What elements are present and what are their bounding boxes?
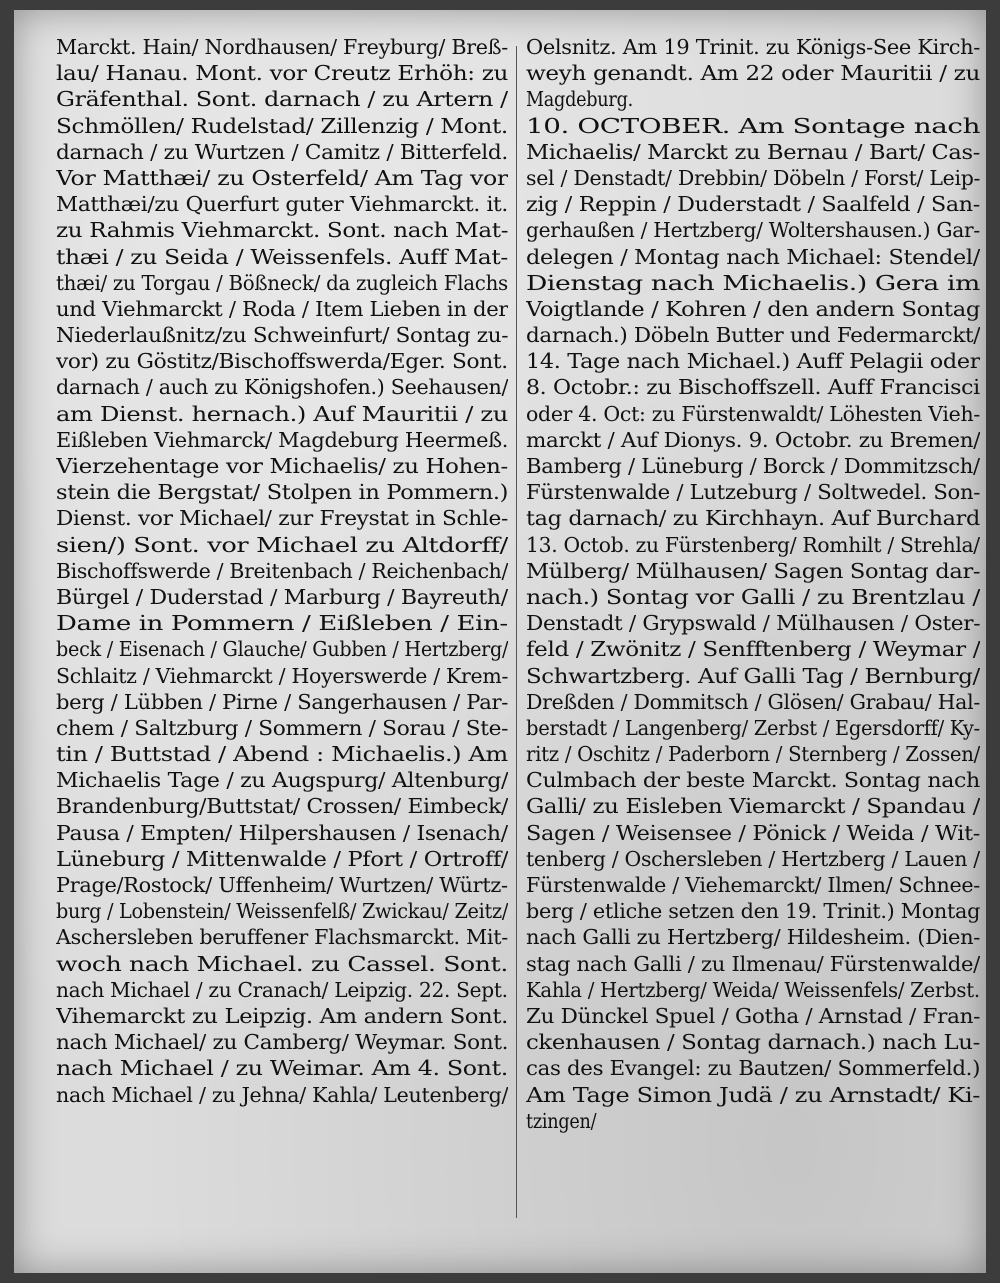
text-line: tzingen/ (526, 1108, 597, 1133)
text-line: Bischoffswerde / Breitenbach / Reichenbach/ (56, 558, 508, 583)
text-line: thæi / zu Seida / Weissenfels. Auff Mat- (56, 244, 508, 269)
text-line: Dienst. vor Michael/ zur Freystat in Schle- (56, 506, 508, 531)
text-line: Dreßden / Dommitsch / Glösen/ Grabau/ Hal- (526, 689, 980, 714)
text-line: 13. Octob. zu Fürstenberg/ Romhilt / Strehla/ (526, 532, 980, 557)
text-line: nach Michael / zu Jehna/ Kahla/ Leutenberg/ (56, 1082, 508, 1107)
text-line: Dame in Pommern / Eißleben / Ein- (56, 611, 508, 636)
text-line: Zu Dünckel Spuel / Gotha / Arnstad / Fran- (526, 1003, 980, 1028)
text-line: nach.) Sontag vor Galli / zu Brentzlau / (526, 584, 980, 609)
text-line: nach Michael / zu Weimar. Am 4. Sont. (56, 1056, 508, 1081)
text-line: Michaelis Tage / zu Augspurg/ Altenburg/ (56, 768, 508, 793)
text-line: Marckt. Hain/ Nordhausen/ Freyburg/ Breß- (56, 35, 508, 59)
text-line: feld / Zwönitz / Senfftenberg / Weymar / (526, 637, 980, 662)
text-line: Vihemarckt zu Leipzig. Am andern Sont. (56, 1003, 508, 1028)
text-line: berg / Lübben / Pirne / Sangerhausen / Par- (56, 689, 508, 714)
text-line: Schwartzberg. Auf Galli Tag / Bernburg/ (526, 663, 980, 688)
text-line: sien/) Sont. vor Michael zu Altdorff/ (56, 532, 508, 557)
text-line: Schmöllen/ Rudelstad/ Zillenzig / Mont. (56, 113, 508, 138)
text-line: Magdeburg. (526, 87, 633, 112)
text-line: 8. Octobr.: zu Bischoffszell. Auff Francisci (526, 375, 980, 400)
left-column (56, 34, 508, 1108)
text-line: Lüneburg / Mittenwalde / Pfort / Ortroff/ (56, 846, 508, 871)
text-line: Michaelis/ Marckt zu Bernau / Bart/ Cas- (526, 139, 980, 164)
text-line: berg / etliche setzen den 19. Trinit.) Montag (526, 899, 980, 924)
text-line: darnach / auch zu Königshofen.) Seehausen/ (56, 375, 508, 400)
text-line: woch nach Michael. zu Cassel. Sont. (56, 951, 508, 976)
text-line: weyh genandt. Am 22 oder Mauritii / zu (526, 61, 980, 86)
text-line: Matthæi/zu Querfurt guter Viehmarckt. it. (56, 192, 508, 217)
text-line: nach Michael/ zu Camberg/ Weymar. Sont. (56, 1030, 508, 1055)
text-line: gerhaußen / Hertzberg/ Woltershausen.) Gar- (526, 218, 980, 243)
text-line: burg / Lobenstein/ Weissenfelß/ Zwickau/ Zeitz/ (56, 899, 508, 924)
text-line: 10. OCTOBER. Am Sontage nach (526, 113, 980, 138)
text-line: berstadt / Langenberg/ Zerbst / Egersdorff/ Ky- (526, 715, 980, 740)
text-line: tag darnach/ zu Kirchhayn. Auf Burchard (526, 506, 980, 531)
text-line: Prage/Rostock/ Uffenheim/ Wurtzen/ Würtz- (56, 873, 508, 897)
text-line: Pausa / Empten/ Hilpershausen / Isenach/ (56, 820, 508, 845)
text-line: ckenhausen / Sontag darnach.) nach Lu- (526, 1030, 980, 1055)
text-line: Niederlaußnitz/zu Schweinfurt/ Sontag zu- (56, 323, 508, 348)
text-line: chem / Saltzburg / Sommern / Sorau / Ste- (56, 715, 508, 740)
text-line: darnach.) Döbeln Butter und Federmarckt/ (526, 323, 980, 348)
text-line: Sagen / Weisensee / Pönick / Weida / Wit- (526, 820, 980, 845)
document-page (14, 10, 986, 1273)
column-divider (516, 46, 517, 1218)
text-line: Fürstenwalde / Viehemarckt/ Ilmen/ Schnee- (526, 873, 980, 897)
text-line: Vierzehentage vor Michaelis/ zu Hohen- (56, 454, 508, 478)
text-line: Galli/ zu Eisleben Viemarckt / Spandau / (526, 794, 980, 819)
text-line: Mülberg/ Mülhausen/ Sagen Sontag dar- (526, 558, 980, 583)
text-line: Gräfenthal. Sont. darnach / zu Artern / (56, 87, 508, 112)
text-line: tenberg / Oschersleben / Hertzberg / Lauen / (526, 846, 980, 871)
text-line: sel / Denstadt/ Drebbin/ Döbeln / Forst/ Leip- (526, 165, 980, 190)
text-line: lau/ Hanau. Mont. vor Creutz Erhöh: zu (56, 61, 508, 86)
text-line: am Dienst. hernach.) Auf Mauritii / zu (56, 401, 508, 426)
text-line: Bamberg / Lüneburg / Borck / Dommitzsch/ (526, 454, 980, 478)
text-line: ritz / Oschitz / Paderborn / Sternberg / Zossen/ (526, 742, 980, 767)
text-line: Oelsnitz. Am 19 Trinit. zu Königs-See Kirch- (526, 35, 980, 59)
text-line: zig / Reppin / Duderstadt / Saalfeld / San- (526, 192, 980, 217)
text-line: Aschersleben beruffener Flachsmarckt. Mit- (56, 925, 508, 950)
text-line: Eißleben Viehmarck/ Magdeburg Heermeß. (56, 427, 508, 452)
text-line: Am Tage Simon Judä / zu Arnstadt/ Ki- (526, 1082, 980, 1107)
text-line: Kahla / Hertzberg/ Weida/ Weissenfels/ Zerbst. (526, 977, 980, 1002)
text-line: Denstadt / Grypswald / Mülhausen / Oster- (526, 611, 980, 636)
text-line: Dienstag nach Michaelis.) Gera im (526, 270, 980, 295)
text-line: cas des Evangel: zu Bautzen/ Sommerfeld.) (526, 1056, 980, 1081)
text-line: und Viehmarckt / Roda / Item Lieben in der (56, 296, 508, 321)
text-line: Schlaitz / Viehmarckt / Hoyerswerde / Krem- (56, 663, 508, 688)
text-line: marckt / Auf Dionys. 9. Octobr. zu Bremen/ (526, 427, 980, 452)
text-line: vor) zu Göstitz/Bischoffswerda/Eger. Sont. (56, 349, 508, 374)
text-line: Fürstenwalde / Lutzeburg / Soltwedel. Son- (526, 480, 980, 505)
text-line: 14. Tage nach Michael.) Auff Pelagii oder (526, 349, 980, 374)
text-line: oder 4. Oct: zu Fürstenwaldt/ Löhesten Vieh- (526, 401, 980, 426)
text-line: delegen / Montag nach Michael: Stendel/ (526, 244, 980, 269)
text-line: Voigtlande / Kohren / den andern Sontag (526, 296, 980, 321)
text-line: tin / Buttstad / Abend : Michaelis.) Am (56, 742, 508, 767)
text-line: thæi/ zu Torgau / Bößneck/ da zugleich Flachs (56, 270, 508, 295)
text-line: stein die Bergstat/ Stolpen in Pommern.) (56, 480, 508, 505)
text-line: Vor Matthæi/ zu Osterfeld/ Am Tag vor (56, 165, 508, 190)
text-line: beck / Eisenach / Glauche/ Gubben / Hertzberg/ (56, 637, 508, 662)
right-column (526, 34, 980, 1134)
text-line: Brandenburg/Buttstat/ Crossen/ Eimbeck/ (56, 794, 508, 819)
text-line: Culmbach der beste Marckt. Sontag nach (526, 768, 980, 793)
text-line: nach Michael / zu Cranach/ Leipzig. 22. Sept. (56, 977, 508, 1002)
text-line: Bürgel / Duderstad / Marburg / Bayreuth/ (56, 584, 508, 609)
text-line: stag nach Galli / zu Ilmenau/ Fürstenwalde/ (526, 951, 980, 976)
text-line: zu Rahmis Viehmarckt. Sont. nach Mat- (56, 218, 508, 243)
text-line: darnach / zu Wurtzen / Camitz / Bitterfeld. (56, 139, 508, 164)
text-line: nach Galli zu Hertzberg/ Hildesheim. (Dien- (526, 925, 980, 950)
